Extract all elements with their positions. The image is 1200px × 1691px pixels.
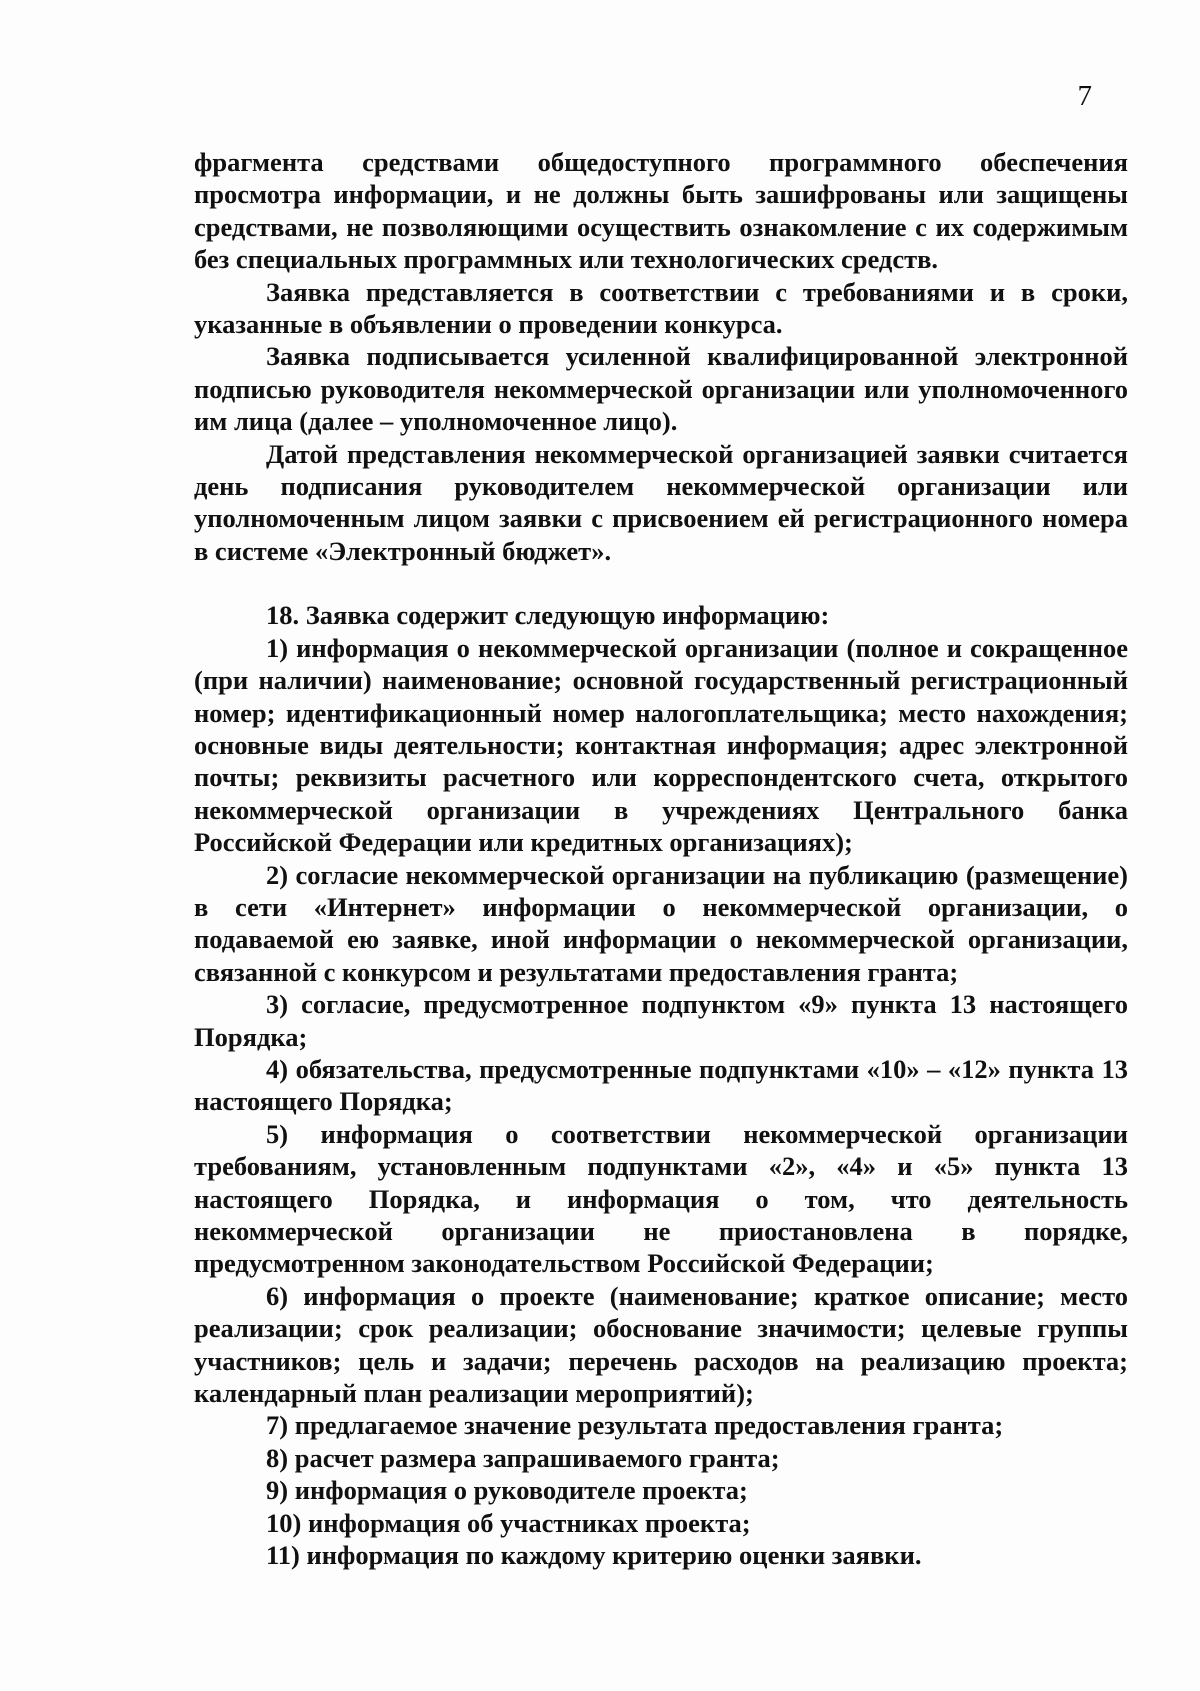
list-item-11: 11) информация по каждому критерию оценки заявки.	[266, 1540, 922, 1571]
list-item-1: 1) информация о некоммерческой организации (полное и сокращенное (при наличии) наименование; основной государственный регистрационный номер; идентификационный номер налогоплательщика; место нахождения; основные виды деятельности; контактная информация; адрес электронной почты; реквизиты расчетного или корреспондентского счета, открытого некоммерческой организации в учреждениях Центрального банка Российской Федерации или кредитных организациях);	[194, 632, 1128, 858]
list-item-8: 8) расчет размера запрашиваемого гранта;	[266, 1442, 780, 1473]
list-item-7: 7) предлагаемое значение результата предоставления гранта;	[266, 1410, 1004, 1441]
page-number: 7	[1077, 80, 1092, 112]
list-item-4: 4) обязательства, предусмотренные подпунктами «10» – «12» пункта 13 настоящего Порядка;	[194, 1053, 1128, 1117]
list-item-2: 2) согласие некоммерческой организации на публикацию (размещение) в сети «Интернет» информации о некоммерческой организации, о подаваемой ею заявке, иной информации о некоммерческой организации, связанной с конкурсом и результатами предоставления гранта;	[194, 859, 1128, 987]
paragraph-submission-date: Датой представления некоммерческой организацией заявки считается день подписания руководителем некоммерческой организации или уполномоченным лицом заявки с присвоением ей регистрационного номера в системе «Электронный бюджет».	[194, 438, 1128, 566]
list-item-10: 10) информация об участниках проекта;	[266, 1507, 751, 1538]
section-18-heading: 18. Заявка содержит следующую информацию:	[266, 600, 830, 631]
paragraph-continuation: фрагмента средствами общедоступного программного обеспечения просмотра информации, и не должны быть зашифрованы или защищены средствами, не позволяющими осуществить ознакомление с их содержимым без специальных программных или технологических средств.	[194, 147, 1128, 275]
list-item-6: 6) информация о проекте (наименование; краткое описание; место реализации; срок реализации; обоснование значимости; целевые группы участников; цель и задачи; перечень расходов на реализацию проекта; календарный план реализации мероприятий);	[194, 1280, 1128, 1409]
list-item-9: 9) информация о руководителе проекта;	[266, 1475, 748, 1506]
list-item-5: 5) информация о соответствии некоммерческой организации требованиям, установленным подпунктами «2», «4» и «5» пункта 13 настоящего Порядка, и информация о том, что деятельность некоммерческой организации не приостановлена в порядке, предусмотренном законодательством Российской Федерации;	[194, 1118, 1128, 1279]
paragraph-application-deadline: Заявка представляется в соответствии с требованиями и в сроки, указанные в объявлении о проведении конкурса.	[194, 276, 1128, 340]
list-item-3: 3) согласие, предусмотренное подпунктом «9» пункта 13 настоящего Порядка;	[194, 989, 1128, 1052]
paragraph-application-signature: Заявка подписывается усиленной квалифицированной электронной подписью руководителя некоммерческой организации или уполномоченного им лица (далее – уполномоченное лицо).	[194, 341, 1128, 437]
document-body	[194, 146, 1128, 1571]
